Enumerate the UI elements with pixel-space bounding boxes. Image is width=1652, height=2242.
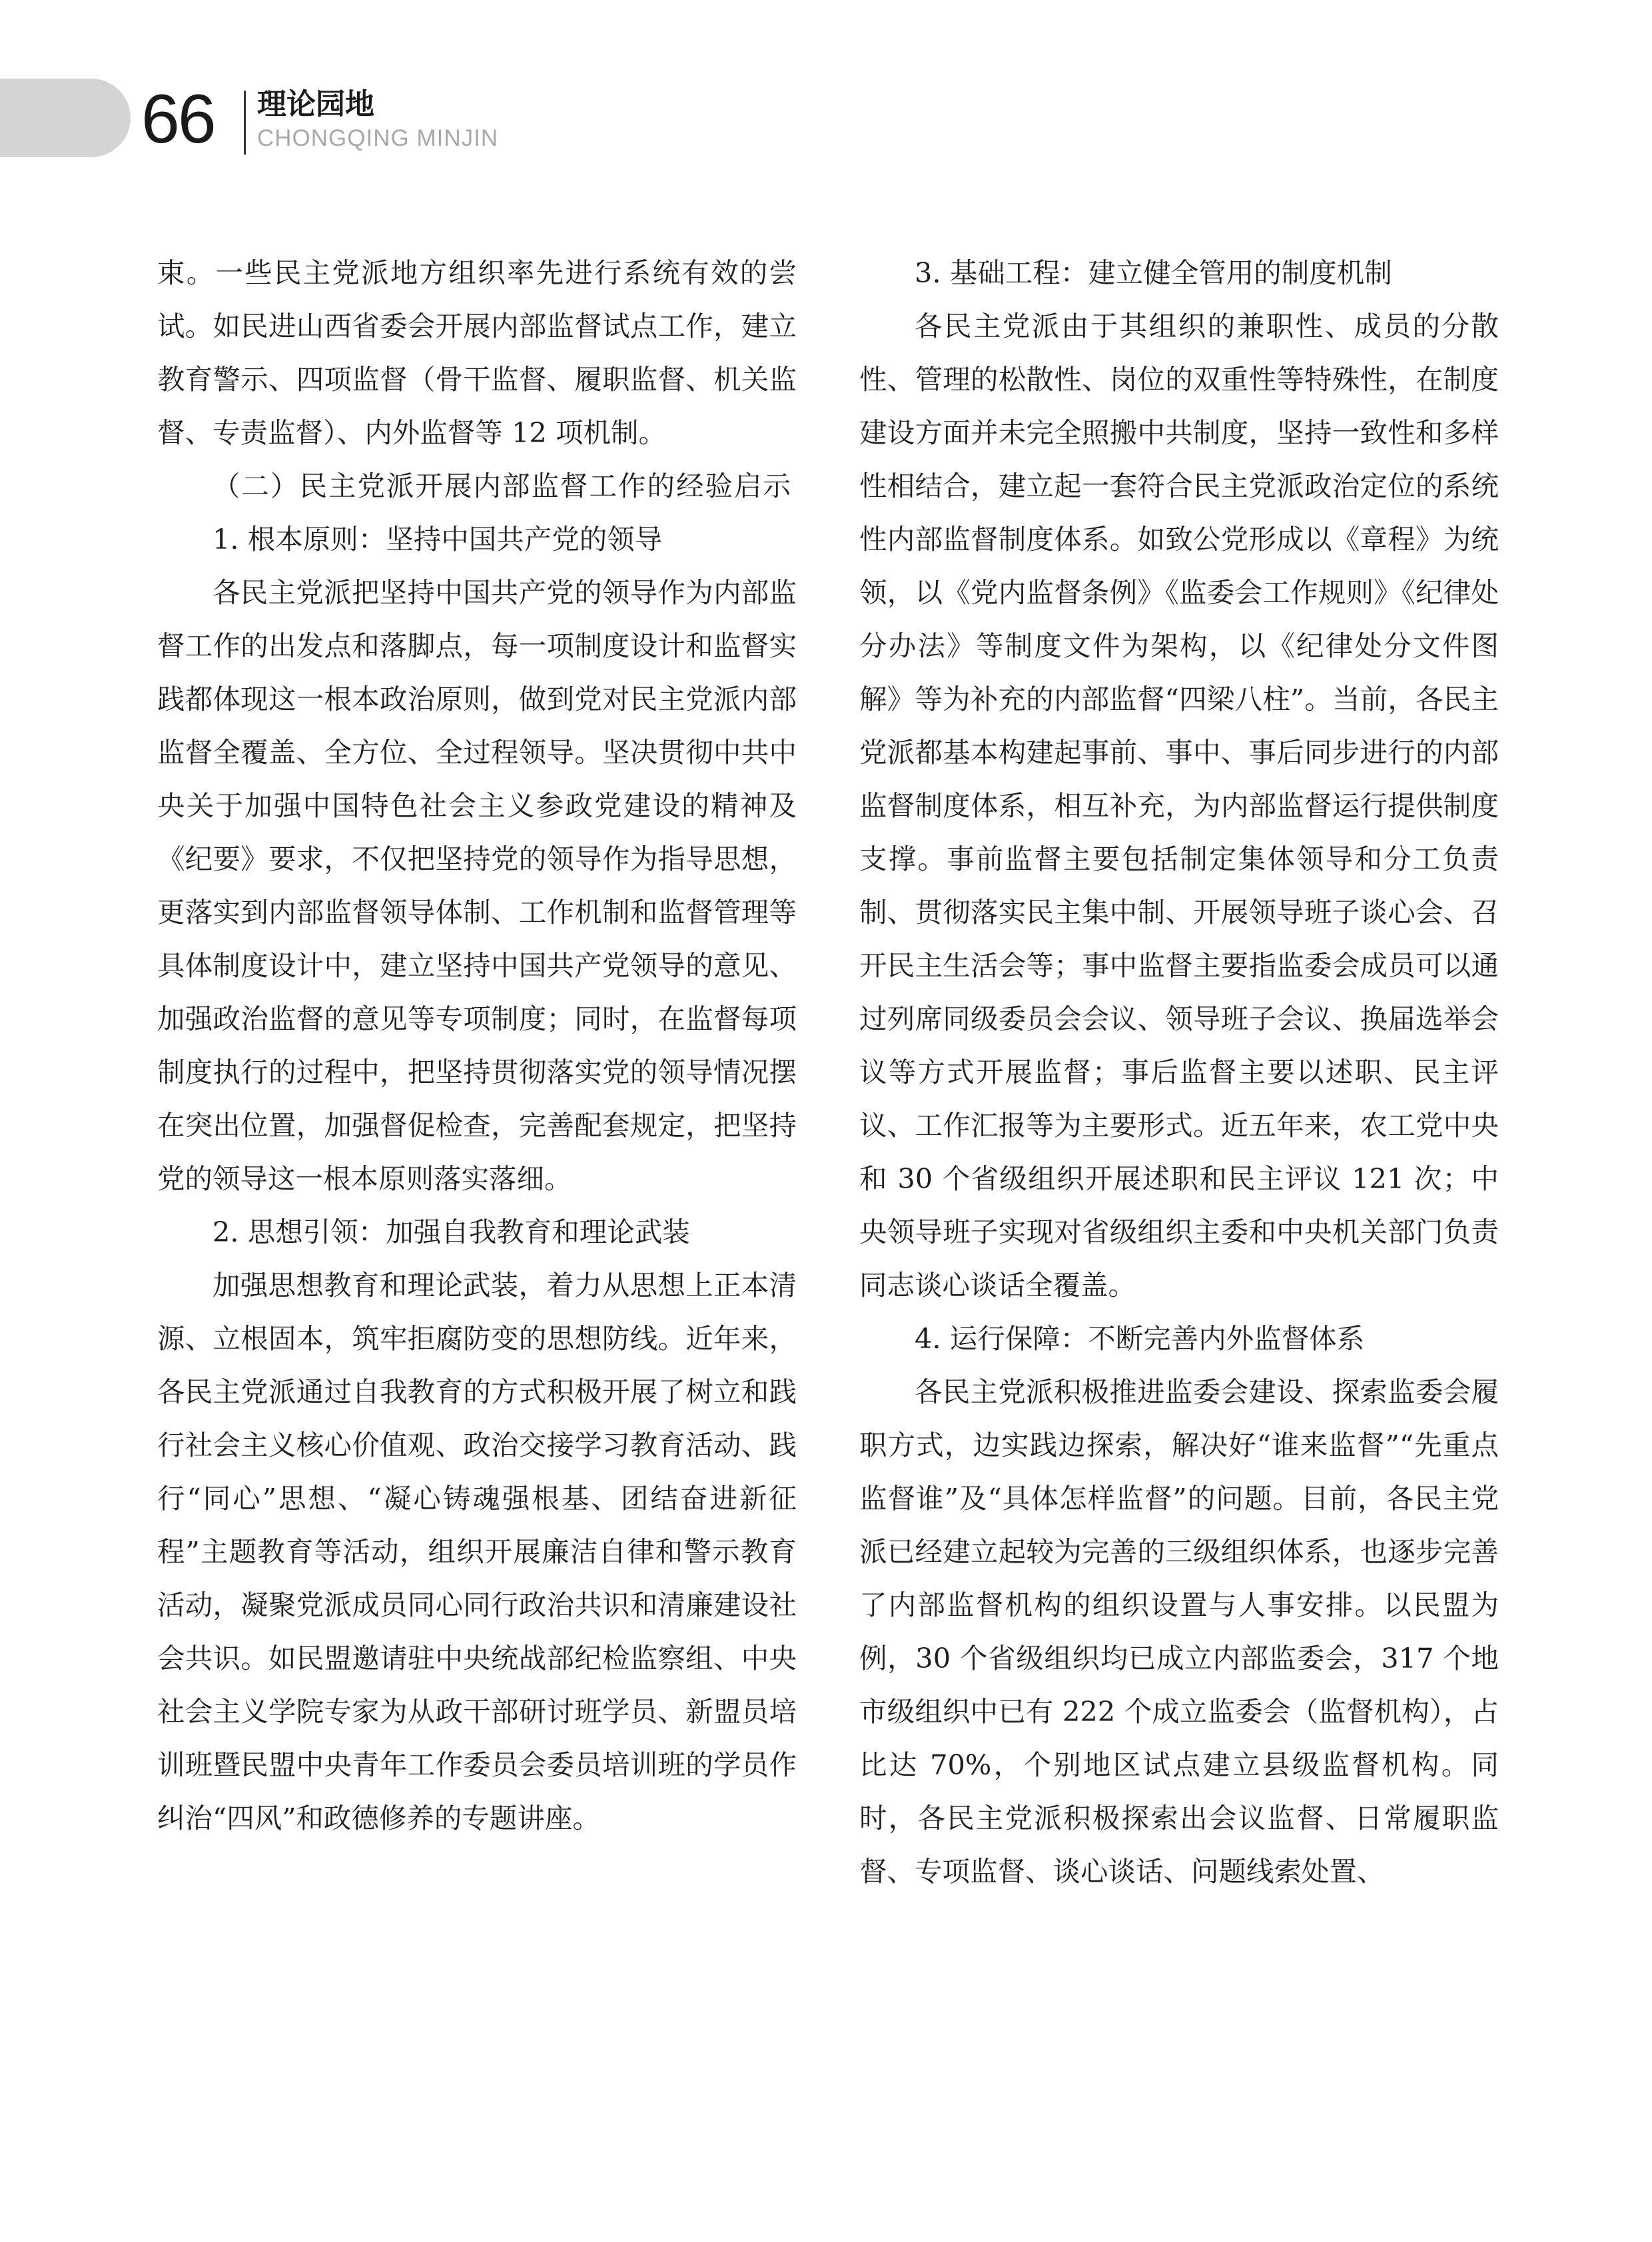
paragraph: 加强思想教育和理论武装，着力从思想上正本清源、立根固本，筑牢拒腐防变的思想防线。近年来，各民主党派通过自我教育的方式积极开展了树立和践行社会主义核心价值观、政治交接学习教育活动、践行“同心”思想、“凝心铸魂强根基、团结奋进新征程”主题教育等活动，组织开展廉洁自律和警示教育活动，凝聚党派成员同心同行政治共识和清廉建设社会共识。如民盟邀请驻中央统战部纪检监察组、中央社会主义学院专家为从政干部研讨班学员、新盟员培训班暨民盟中央青年工作委员会委员培训班的学员作纠治“四风”和政德修养的专题讲座。 [157, 1269, 797, 1834]
point-heading: 2. 思想引领：加强自我教育和理论武装 [212, 1216, 690, 1248]
point-heading: 1. 根本原则：坚持中国共产党的领导 [212, 523, 663, 556]
left-column [157, 246, 797, 1845]
subsection-heading: （二）民主党派开展内部监督工作的经验启示 [212, 470, 793, 502]
paragraph: 束。一些民主党派地方组织率先进行系统有效的尝试。如民进山西省委会开展内部监督试点工作，建立教育警示、四项监督（骨干监督、履职监督、机关监督、专责监督）、内外监督等 12 项机制。 [157, 256, 797, 449]
header-divider [244, 91, 246, 155]
paragraph: 各民主党派由于其组织的兼职性、成员的分散性、管理的松散性、岗位的双重性等特殊性，在制度建设方面并未完全照搬中共制度，坚持一致性和多样性相结合，建立起一套符合民主党派政治定位的系统性内部监督制度体系。如致公党形成以《章程》为统领，以《党内监督条例》《监委会工作规则》《纪律处分办法》等制度文件为架构，以《纪律处分文件图解》等为补充的内部监督“四梁八柱”。当前，各民主党派都基本构建起事前、事中、事后同步进行的内部监督制度体系，相互补充，为内部监督运行提供制度支撑。事前监督主要包括制定集体领导和分工负责制、贯彻落实民主集中制、开展领导班子谈心会、召开民主生活会等；事中监督主要指监委会成员可以通过列席同级委员会会议、领导班子会议、换届选举会议等方式开展监督；事后监督主要以述职、民主评议、工作汇报等为主要形式。近五年来，农工党中央和 30 个省级组织开展述职和民主评议 121 次；中央领导班子实现对省级组织主委和中央机关部门负责同志谈心谈话全覆盖。 [859, 310, 1499, 1302]
page-number: 66 [141, 81, 214, 158]
section-title: 理论园地 [257, 87, 374, 121]
right-column [859, 246, 1499, 1898]
section-subtitle: CHONGQING MINJIN [257, 125, 499, 151]
point-heading: 4. 运行保障：不断完善内外监督体系 [915, 1322, 1365, 1355]
paragraph: 各民主党派积极推进监委会建设、探索监委会履职方式，边实践边探索，解决好“谁来监督”“先重点监督谁”及“具体怎样监督”的问题。目前，各民主党派已经建立起较为完善的三级组织体系，也逐步完善了内部监督机构的组织设置与人事安排。以民盟为例，30 个省级组织均已成立内部监委会，317 个地市级组织中已有 222 个成立监委会（监督机构），占比达 70%，个别地区试点建立县级监督机构。同时，各民主党派积极探索出会议监督、日常履职监督、专项监督、谈心谈话、问题线索处置、 [859, 1375, 1499, 1888]
header-tab [0, 79, 131, 157]
paragraph: 各民主党派把坚持中国共产党的领导作为内部监督工作的出发点和落脚点，每一项制度设计和监督实践都体现这一根本政治原则，做到党对民主党派内部监督全覆盖、全方位、全过程领导。坚决贯彻中共中央关于加强中国特色社会主义参政党建设的精神及《纪要》要求，不仅把坚持党的领导作为指导思想，更落实到内部监督领导体制、工作机制和监督管理等具体制度设计中，建立坚持中国共产党领导的意见、加强政治监督的意见等专项制度；同时，在监督每项制度执行的过程中，把坚持贯彻落实党的领导情况摆在突出位置，加强督促检查，完善配套规定，把坚持党的领导这一根本原则落实落细。 [157, 576, 797, 1195]
point-heading: 3. 基础工程：建立健全管用的制度机制 [915, 256, 1392, 289]
